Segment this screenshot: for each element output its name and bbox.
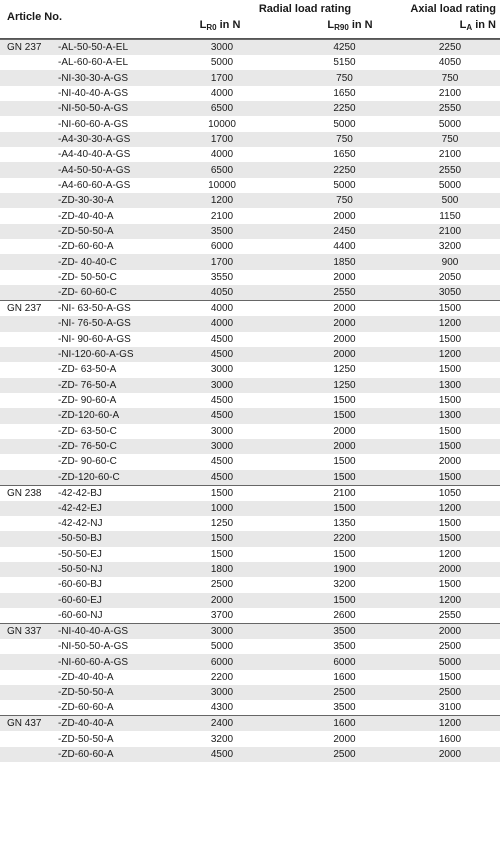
axial-la-value: 2250	[400, 40, 500, 56]
radial-lr90-value: 2200	[277, 531, 400, 546]
axial-la-value: 3100	[438, 702, 462, 714]
axial-la-value: 500	[400, 193, 500, 208]
axial-la-value: 2550	[400, 162, 500, 177]
axial-la-value: 1300	[400, 378, 500, 393]
radial-lr0-value: 1250	[210, 518, 234, 530]
group-code	[0, 470, 55, 486]
group-code	[0, 208, 55, 223]
radial-lr0-value: 2200	[210, 671, 234, 683]
group-code	[0, 132, 55, 147]
group-code	[0, 393, 55, 408]
axial-la-value: 2050	[438, 271, 462, 283]
table-row	[0, 86, 500, 101]
radial-lr90-value: 2000	[277, 316, 400, 331]
table-row	[0, 116, 500, 131]
axial-la-value: 4050	[438, 57, 462, 69]
article-suffix: -60-60-BJ	[58, 579, 102, 591]
axial-la-value: 1500	[438, 579, 462, 591]
axial-la-value: 2000	[400, 747, 500, 762]
group-code: GN 437	[0, 716, 55, 732]
group-code	[0, 378, 55, 393]
table-row	[0, 347, 500, 362]
table-row	[0, 101, 500, 116]
radial-lr0-value: 1700	[167, 254, 277, 269]
group-code	[0, 731, 55, 746]
table-row	[0, 270, 500, 285]
table-row	[0, 147, 500, 162]
axial-la-value: 1500	[438, 395, 462, 407]
article-suffix: -60-60-EJ	[55, 593, 167, 608]
radial-lr90-value: 1900	[277, 562, 400, 577]
article-suffix: -NI-120-60-A-GS	[55, 347, 167, 362]
radial-lr90-value: 4400	[333, 241, 356, 253]
radial-lr0-value: 3700	[210, 610, 234, 621]
article-suffix: -ZD-50-50-A	[58, 733, 114, 745]
radial-lr90-value: 750	[277, 193, 400, 208]
radial-lr0-value: 1000	[167, 501, 277, 516]
group-code	[0, 254, 55, 269]
table-row	[0, 132, 500, 147]
group-code	[0, 224, 55, 239]
group-code	[0, 593, 55, 608]
radial-lr90-value: 3500	[333, 702, 356, 714]
article-suffix: -ZD- 40-40-C	[55, 254, 167, 269]
group-code	[0, 332, 55, 347]
axial-la-value: 2000	[400, 562, 500, 577]
axial-la-value: 2100	[438, 149, 462, 161]
table-row	[0, 224, 500, 239]
radial-lr90-value: 1650	[333, 87, 356, 99]
table-row	[0, 624, 500, 640]
article-suffix: -50-50-BJ	[55, 531, 167, 546]
radial-lr0-value: 3000	[167, 40, 277, 56]
axial-la-value: 1500	[438, 425, 462, 437]
axial-la-value: 1500	[400, 301, 500, 317]
group-code	[0, 316, 55, 331]
radial-lr90-value: 2500	[277, 747, 400, 762]
load-rating-table	[0, 39, 500, 762]
radial-lr0-value: 1200	[167, 193, 277, 208]
radial-lr0-value: 4000	[167, 316, 277, 331]
group-code	[0, 608, 55, 624]
radial-lr90-value: 2000	[333, 210, 356, 222]
radial-lr0-value: 5000	[210, 57, 234, 69]
table-row	[0, 239, 500, 254]
radial-lr90-value: 750	[277, 132, 400, 147]
radial-lr90-value: 2600	[333, 610, 356, 621]
article-suffix: -ZD-120-60-A	[55, 408, 167, 423]
radial-lr90-value: 2000	[333, 733, 356, 745]
radial-lr90-value: 2500	[277, 685, 400, 700]
radial-lr0-value: 4300	[210, 702, 234, 714]
radial-lr0-value: 6500	[167, 162, 277, 177]
radial-lr90-value: 1500	[277, 593, 400, 608]
radial-lr0-value: 4500	[167, 347, 277, 362]
table-row	[0, 408, 500, 423]
article-suffix: -NI-40-40-A-GS	[55, 624, 167, 640]
table-row	[0, 193, 500, 208]
group-code	[0, 178, 55, 193]
radial-lr0-value: 3000	[210, 425, 234, 437]
radial-lr90-value: 2000	[277, 347, 400, 362]
article-suffix: -A4-60-60-A-GS	[58, 179, 131, 191]
group-code	[0, 577, 55, 592]
axial-la-value: 1200	[400, 716, 500, 732]
radial-lr90-value: 1500	[333, 548, 356, 560]
article-suffix: -ZD-50-50-A	[55, 685, 167, 700]
radial-lr0-value: 6500	[167, 101, 277, 116]
radial-lr90-value: 2100	[277, 485, 400, 501]
group-code	[0, 685, 55, 700]
article-no-header: Article No.	[7, 11, 63, 23]
table-row	[0, 424, 500, 439]
radial-lr0-value: 1700	[167, 132, 277, 147]
article-suffix: -ZD- 90-60-C	[58, 456, 117, 468]
group-code	[0, 86, 55, 101]
axial-la-value: 2550	[400, 101, 500, 116]
radial-lr0-value: 4500	[167, 747, 277, 762]
table-row	[0, 439, 500, 454]
article-suffix: -ZD-50-50-A	[55, 224, 167, 239]
table-row	[0, 178, 500, 193]
article-suffix: -ZD- 60-60-C	[55, 285, 167, 301]
group-code	[0, 562, 55, 577]
article-suffix: -50-50-EJ	[58, 548, 102, 560]
table-row	[0, 285, 500, 301]
table-row	[0, 362, 500, 377]
group-code: GN 237	[0, 301, 55, 317]
article-suffix: -AL-60-60-A-EL	[58, 57, 129, 69]
radial-lr90-value: 2000	[333, 333, 356, 345]
radial-lr90-value: 1650	[333, 149, 356, 161]
radial-lr0-value: 2100	[210, 210, 234, 222]
article-suffix: -NI-60-60-A-GS	[58, 118, 129, 130]
radial-lr90-value: 1500	[333, 456, 356, 468]
axial-la-value: 1150	[439, 210, 461, 222]
group-code	[0, 670, 55, 685]
radial-lr0-value: 3000	[210, 364, 234, 376]
radial-lr0-value: 2500	[210, 579, 234, 591]
group-code: GN 237	[0, 40, 55, 56]
radial-lr0-value: 3000	[167, 685, 277, 700]
article-suffix: -ZD-40-40-A	[58, 671, 114, 683]
article-suffix: -ZD-60-60-A	[58, 241, 114, 253]
axial-la-value: 5000	[438, 118, 462, 130]
radial-lr90-value: 1250	[277, 378, 400, 393]
table-row	[0, 700, 500, 716]
axial-la-value: 2000	[400, 624, 500, 640]
axial-la-value: 3200	[438, 241, 462, 253]
group-code	[0, 239, 55, 254]
table-row	[0, 685, 500, 700]
radial-lr0-value: 1500	[167, 531, 277, 546]
radial-lr90-value: 1500	[277, 501, 400, 516]
axial-la-value: 1500	[438, 518, 462, 530]
table-row	[0, 547, 500, 562]
table-row	[0, 55, 500, 70]
group-code: GN 238	[0, 485, 55, 501]
table-row	[0, 378, 500, 393]
article-suffix: -ZD- 50-50-C	[58, 271, 117, 283]
axial-la-value: 2500	[400, 685, 500, 700]
table-row	[0, 40, 500, 56]
group-code	[0, 639, 55, 654]
table-row	[0, 731, 500, 746]
group-code	[0, 454, 55, 469]
table-row	[0, 716, 500, 732]
radial-lr90-value: 1600	[333, 671, 356, 683]
table-row	[0, 516, 500, 531]
group-code	[0, 362, 55, 377]
article-suffix: -NI- 63-50-A-GS	[55, 301, 167, 317]
radial-lr0-value: 3000	[167, 439, 277, 454]
lr0-header: $L_{R0}$ in N	[199, 19, 241, 32]
radial-lr90-value: 3200	[333, 579, 356, 591]
radial-lr90-value: 1600	[277, 716, 400, 732]
article-suffix: -ZD-60-60-A	[55, 747, 167, 762]
radial-lr0-value: 1800	[167, 562, 277, 577]
group-code	[0, 700, 55, 716]
article-suffix: -ZD- 63-50-C	[58, 425, 117, 437]
group-code	[0, 70, 55, 85]
axial-la-value: 2550	[438, 610, 462, 621]
article-suffix: -NI- 90-60-A-GS	[58, 333, 131, 345]
article-suffix: -42-42-NJ	[58, 518, 103, 530]
axial-la-value: 5000	[400, 654, 500, 669]
group-code	[0, 55, 55, 70]
la-header: $L_A$ in N	[459, 19, 496, 32]
table-row	[0, 470, 500, 486]
article-suffix: -A4-40-40-A-GS	[58, 149, 131, 161]
group-code	[0, 547, 55, 562]
article-suffix: -ZD- 90-60-A	[58, 395, 117, 407]
radial-lr0-value: 3200	[210, 733, 234, 745]
radial-lr90-value: 6000	[277, 654, 400, 669]
axial-la-value: 2100	[400, 224, 500, 239]
radial-lr90-value: 1500	[277, 470, 400, 486]
group-code	[0, 162, 55, 177]
article-suffix: -NI-40-40-A-GS	[58, 87, 129, 99]
axial-la-value: 1300	[400, 408, 500, 423]
table-row	[0, 332, 500, 347]
table-row	[0, 316, 500, 331]
axial-la-value: 2000	[438, 456, 462, 468]
radial-lr90-value: 4250	[277, 40, 400, 56]
table-row	[0, 393, 500, 408]
radial-lr0-value: 4500	[210, 456, 234, 468]
group-code	[0, 408, 55, 423]
axial-la-value: 1500	[400, 439, 500, 454]
radial-lr0-value: 4050	[167, 285, 277, 301]
group-code	[0, 347, 55, 362]
radial-lr0-value: 4000	[210, 87, 234, 99]
radial-lr0-value: 1500	[167, 485, 277, 501]
article-suffix: -A4-30-30-A-GS	[55, 132, 167, 147]
radial-lr0-value: 6000	[210, 241, 234, 253]
article-suffix: -ZD- 63-50-A	[58, 364, 117, 376]
radial-lr0-value: 2400	[167, 716, 277, 732]
table-row	[0, 301, 500, 317]
table-body	[0, 40, 500, 763]
radial-lr90-value: 2250	[277, 101, 400, 116]
table-row	[0, 485, 500, 501]
group-code	[0, 516, 55, 531]
radial-lr90-value: 2000	[333, 271, 356, 283]
table-row	[0, 70, 500, 85]
radial-lr90-value: 750	[277, 70, 400, 85]
group-code	[0, 270, 55, 285]
radial-lr90-value: 1500	[277, 408, 400, 423]
article-suffix: -ZD-30-30-A	[55, 193, 167, 208]
axial-la-value: 1500	[438, 671, 462, 683]
article-suffix: -42-42-BJ	[55, 485, 167, 501]
article-suffix: -NI-50-50-A-GS	[58, 641, 129, 653]
article-suffix: -ZD-60-60-A	[58, 702, 114, 714]
radial-lr0-value: 1700	[167, 70, 277, 85]
radial-lr0-value: 1500	[210, 548, 234, 560]
article-suffix: -NI-60-60-A-GS	[55, 654, 167, 669]
group-code	[0, 424, 55, 439]
radial-lr90-value: 2450	[277, 224, 400, 239]
group-code	[0, 193, 55, 208]
radial-lr0-value: 2000	[167, 593, 277, 608]
table-row	[0, 747, 500, 762]
axial-la-value: 2100	[438, 87, 462, 99]
article-suffix: -42-42-EJ	[55, 501, 167, 516]
group-code	[0, 747, 55, 762]
axial-la-value: 5000	[438, 179, 462, 191]
axial-la-value: 1200	[400, 501, 500, 516]
radial-load-header: Radial load rating	[258, 3, 352, 15]
table-row	[0, 593, 500, 608]
axial-la-value: 1200	[400, 316, 500, 331]
axial-la-value: 2500	[438, 641, 462, 653]
axial-load-header: Axial load rating	[410, 3, 496, 15]
group-code	[0, 101, 55, 116]
article-suffix: -ZD- 76-50-A	[55, 378, 167, 393]
radial-lr90-value: 1500	[333, 395, 356, 407]
radial-lr0-value: 6000	[167, 654, 277, 669]
radial-lr0-value: 3000	[167, 378, 277, 393]
axial-la-value: 1500	[400, 531, 500, 546]
group-code	[0, 531, 55, 546]
table-header	[0, 0, 500, 39]
table-row	[0, 639, 500, 654]
radial-lr90-value: 2000	[333, 425, 356, 437]
table-row	[0, 608, 500, 624]
radial-lr0-value: 4000	[167, 301, 277, 317]
radial-lr0-value: 10000	[208, 179, 236, 191]
radial-lr90-value: 5000	[333, 118, 356, 130]
article-suffix: -ZD-40-40-A	[55, 716, 167, 732]
radial-lr90-value: 2550	[277, 285, 400, 301]
axial-la-value: 750	[400, 70, 500, 85]
axial-la-value: 900	[400, 254, 500, 269]
table-row	[0, 254, 500, 269]
radial-lr90-value: 1250	[333, 364, 356, 376]
radial-lr0-value: 4500	[167, 408, 277, 423]
table-row	[0, 162, 500, 177]
article-suffix: -ZD- 76-50-C	[55, 439, 167, 454]
radial-lr0-value: 4000	[210, 149, 234, 161]
article-suffix: -A4-50-50-A-GS	[55, 162, 167, 177]
article-suffix: -50-50-NJ	[55, 562, 167, 577]
table-row	[0, 531, 500, 546]
axial-la-value: 750	[400, 132, 500, 147]
article-suffix: -AL-50-50-A-EL	[55, 40, 167, 56]
radial-lr0-value: 5000	[210, 641, 234, 653]
group-code	[0, 285, 55, 301]
axial-la-value: 1500	[438, 333, 462, 345]
article-suffix: -ZD-40-40-A	[58, 210, 114, 222]
radial-lr90-value: 1850	[277, 254, 400, 269]
radial-lr90-value: 1350	[333, 518, 356, 530]
axial-la-value: 1500	[400, 470, 500, 486]
radial-lr0-value: 4500	[167, 470, 277, 486]
table-row	[0, 670, 500, 685]
radial-lr90-value: 2000	[277, 301, 400, 317]
radial-lr90-value: 2250	[277, 162, 400, 177]
radial-lr90-value: 3500	[277, 624, 400, 640]
radial-lr0-value: 3500	[167, 224, 277, 239]
group-code	[0, 439, 55, 454]
table-row	[0, 577, 500, 592]
table-row	[0, 208, 500, 223]
article-suffix: -NI- 76-50-A-GS	[55, 316, 167, 331]
group-code	[0, 147, 55, 162]
article-suffix: -60-60-NJ	[58, 610, 103, 621]
radial-lr90-value: 5000	[333, 179, 356, 191]
axial-la-value: 1500	[438, 364, 462, 376]
axial-la-value: 1200	[400, 593, 500, 608]
table-row	[0, 454, 500, 469]
axial-la-value: 1200	[400, 347, 500, 362]
radial-lr0-value: 4500	[210, 333, 234, 345]
article-suffix: -NI-30-30-A-GS	[55, 70, 167, 85]
table-row	[0, 501, 500, 516]
radial-lr90-value: 2000	[277, 439, 400, 454]
table-row	[0, 654, 500, 669]
article-suffix: -ZD-120-60-C	[55, 470, 167, 486]
radial-lr90-value: 3500	[333, 641, 356, 653]
axial-la-value: 1050	[400, 485, 500, 501]
radial-lr0-value: 4500	[210, 395, 234, 407]
radial-lr0-value: 10000	[208, 118, 236, 130]
table-row	[0, 562, 500, 577]
group-code	[0, 654, 55, 669]
group-code	[0, 116, 55, 131]
axial-la-value: 1200	[438, 548, 462, 560]
lr90-header: $L_{R90}$ in N	[327, 19, 373, 32]
group-code: GN 337	[0, 624, 55, 640]
article-suffix: -NI-50-50-A-GS	[55, 101, 167, 116]
axial-la-value: 3050	[400, 285, 500, 301]
radial-lr0-value: 3550	[210, 271, 234, 283]
group-code	[0, 501, 55, 516]
radial-lr0-value: 3000	[167, 624, 277, 640]
radial-lr90-value: 5150	[333, 57, 356, 69]
axial-la-value: 1600	[438, 733, 462, 745]
